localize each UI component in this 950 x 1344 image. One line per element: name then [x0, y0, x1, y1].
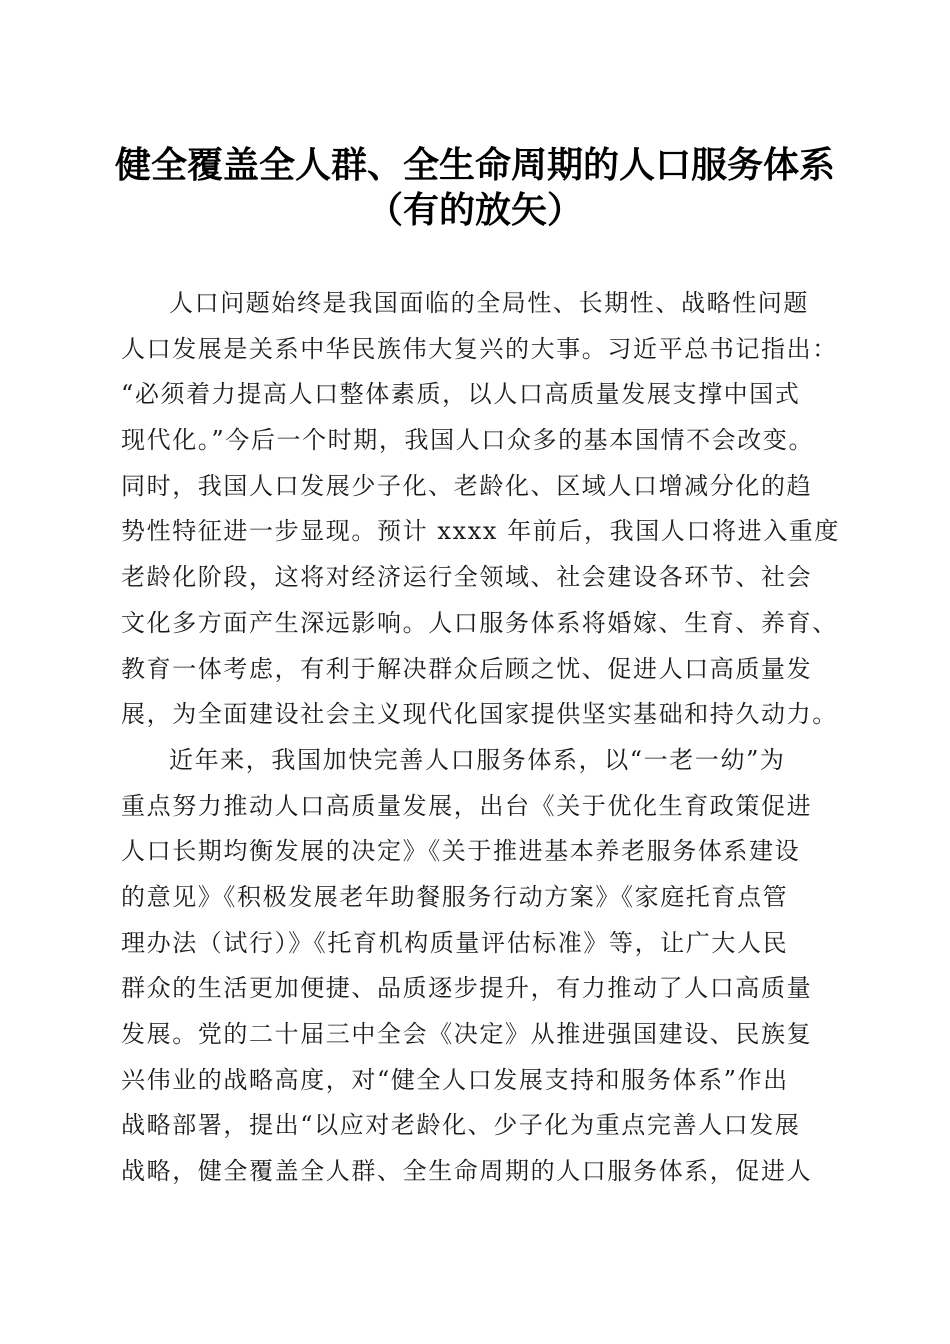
paragraph-2-line: 理办法（试行）》《托育机构质量评估标准》等，让广大人民 — [121, 928, 789, 957]
document-body — [121, 281, 841, 1195]
paragraph-2-line: 人口长期均衡发展的决定》《关于推进基本养老服务体系建设 — [121, 837, 801, 866]
paragraph-1-line: 现代化。”今后一个时期，我国人口众多的基本国情不会改变。 — [121, 426, 815, 455]
paragraph-1-line: 展，为全面建设社会主义现代化国家提供坚实基础和持久动力。 — [121, 700, 838, 729]
paragraph-1-line: 人口问题始终是我国面临的全局性、长期性、战略性问题 — [169, 289, 809, 317]
paragraph-2-line: 重点努力推动人口高质量发展，出台《关于优化生育政策促进 — [121, 791, 813, 820]
paragraph-1-line: 教育一体考虑，有利于解决群众后顾之忧、促进人口高质量发 — [121, 654, 813, 683]
paragraph-2-line: 发展。党的二十届三中全会《决定》从推进强国建设、民族复 — [121, 1020, 813, 1048]
paragraph-1-line: 同时，我国人口发展少子化、老龄化、区域人口增减分化的趋 — [121, 471, 813, 500]
paragraph-2-line: 近年来，我国加快完善人口服务体系，以“一老一幼”为 — [169, 745, 786, 774]
paragraph-1-line: “必须着力提高人口整体素质，以人口高质量发展支撑中国式 — [121, 380, 801, 409]
paragraph-2-line: 战略部署，提出“以应对老龄化、少子化为重点完善人口发展 — [121, 1111, 801, 1140]
paragraph-2-line: 的意见》《积极发展老年助餐服务行动方案》《家庭托育点管 — [121, 882, 789, 911]
paragraph-2-line: 战略，健全覆盖全人群、全生命周期的人口服务体系，促进人 — [121, 1157, 813, 1186]
paragraph-2-line: 兴伟业的战略高度，对“健全人口发展支持和服务体系”作出 — [121, 1065, 789, 1094]
document-subtitle: （有的放矢） — [366, 189, 583, 231]
paragraph-1-line: 文化多方面产生深远影响。人口服务体系将婚嫁、生育、养育、 — [121, 608, 838, 637]
paragraph-1-line: 人口发展是关系中华民族伟大复兴的大事。习近平总书记指出： — [121, 334, 838, 363]
paragraph-2-line: 群众的生活更加便捷、品质逐步提升，有力推动了人口高质量 — [121, 974, 813, 1003]
paragraph-1-line: 老龄化阶段，这将对经济运行全领域、社会建设各环节、社会 — [121, 563, 813, 592]
paragraph-1-line: 势性特征进一步显现。预计 xxxx 年前后，我国人口将进入重度 — [121, 517, 840, 546]
document-title: 健全覆盖全人群、全生命周期的人口服务体系 — [114, 144, 835, 186]
